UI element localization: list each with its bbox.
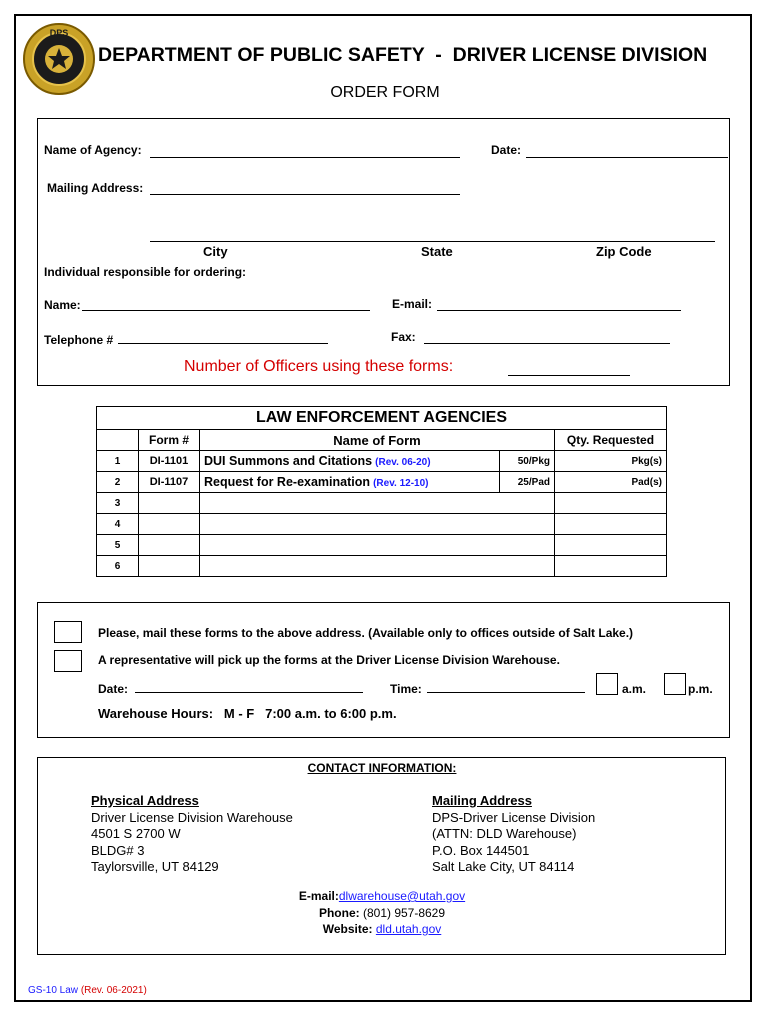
person-name-field[interactable] xyxy=(82,310,370,311)
email-label: E-mail: xyxy=(392,297,433,311)
pm-label: p.m. xyxy=(688,682,713,696)
form-name: DUI Summons and Citations xyxy=(204,454,373,468)
page-title: DEPARTMENT OF PUBLIC SAFETY - DRIVER LICENSE DIVISION xyxy=(98,44,708,66)
telephone-label: Telephone # xyxy=(44,333,114,347)
mailing-address-title: Mailing Address xyxy=(432,793,532,808)
mailing-address-label: Mailing Address: xyxy=(47,181,144,195)
qty-field[interactable]: Pkg(s) xyxy=(555,451,667,472)
mail-option-checkbox[interactable] xyxy=(54,621,82,643)
warehouse-hours: Warehouse Hours: M - F 7:00 a.m. to 6:00 p.m. xyxy=(98,706,397,721)
date-label: Date: xyxy=(491,143,522,157)
form-code: GS-10 Law xyxy=(28,985,79,996)
physical-address-block: Physical Address Driver License Division Warehouse 4501 S 2700 W BLDG# 3 Taylorsville, UT 84129 xyxy=(91,793,293,874)
pickup-date-label: Date: xyxy=(98,682,129,696)
form-revision: (Rev. 06-20) xyxy=(375,457,431,468)
table-row: 4 xyxy=(97,514,667,535)
mailing-address-block: Mailing Address DPS-Driver License Division (ATTN: DLD Warehouse) P.O. Box 144501 Salt Lake City, UT 84114 xyxy=(432,793,596,874)
form-name: Request for Re-examination xyxy=(204,475,371,489)
form-revision-date: (Rev. 06-2021) xyxy=(80,985,147,996)
table-row: 3 xyxy=(97,493,667,514)
pickup-option-checkbox[interactable] xyxy=(54,650,82,672)
mail-option-label: Please, mail these forms to the above address. (Available only to offices outside of Salt Lake.) xyxy=(98,626,634,640)
contact-details xyxy=(0,888,764,938)
agency-name-label: Name of Agency: xyxy=(44,143,142,157)
contact-phone: (801) 957-8629 xyxy=(362,905,446,920)
officers-count-label: Number of Officers using these forms: xyxy=(184,358,454,375)
pickup-option-label: A representative will pick up the forms at the Driver License Division Warehouse. xyxy=(98,653,560,667)
fax-field[interactable] xyxy=(424,343,670,344)
pickup-time-field[interactable] xyxy=(427,692,585,693)
am-checkbox[interactable] xyxy=(596,673,618,695)
pickup-date-field[interactable] xyxy=(135,692,363,693)
orders-header-row xyxy=(97,430,667,451)
form-code-footer xyxy=(28,985,147,996)
state-label: State xyxy=(421,244,453,259)
fax-label: Fax: xyxy=(391,330,416,344)
orders-table xyxy=(96,406,667,577)
svg-text:DPS: DPS xyxy=(49,28,69,38)
form-subtitle: ORDER FORM xyxy=(330,84,440,101)
am-label: a.m. xyxy=(622,682,647,696)
city-state-zip-field[interactable] xyxy=(150,241,715,242)
officers-count-field[interactable] xyxy=(508,375,630,376)
contact-website-link[interactable]: dld.utah.gov xyxy=(375,922,442,936)
mailing-address-field[interactable] xyxy=(150,194,460,195)
table-row: 5 xyxy=(97,535,667,556)
package-size: 25/Pad xyxy=(500,472,555,493)
form-revision: (Rev. 12-10) xyxy=(373,478,429,489)
person-name-label: Name: xyxy=(44,298,81,312)
email-field[interactable] xyxy=(437,310,681,311)
package-size: 50/Pkg xyxy=(500,451,555,472)
pickup-time-label: Time: xyxy=(390,682,422,696)
contact-website-label: Website: xyxy=(322,922,373,936)
physical-address-title: Physical Address xyxy=(91,793,199,808)
date-field[interactable] xyxy=(526,157,728,158)
agency-name-field[interactable] xyxy=(150,157,460,158)
contact-info-title: CONTACT INFORMATION: xyxy=(307,761,457,775)
col-form-name: Name of Form xyxy=(200,430,555,451)
table-row: 6 xyxy=(97,556,667,577)
table-row: 2 DI-1107 Request for Re-examination (Rev. 12-10) 25/Pad Pad(s) xyxy=(97,472,667,493)
col-form-number: Form # xyxy=(139,430,200,451)
table-row: 1 DI-1101 DUI Summons and Citations (Rev. 06-20) 50/Pkg Pkg(s) xyxy=(97,451,667,472)
col-qty-requested: Qty. Requested xyxy=(555,430,667,451)
orders-section-title: LAW ENFORCEMENT AGENCIES xyxy=(97,407,667,430)
qty-field[interactable]: Pad(s) xyxy=(555,472,667,493)
city-label: City xyxy=(203,244,228,259)
pm-checkbox[interactable] xyxy=(664,673,686,695)
contact-email-label: E-mail: xyxy=(298,889,339,903)
zip-code-label: Zip Code xyxy=(596,244,652,259)
contact-phone-label: Phone: xyxy=(318,905,360,920)
contact-email-link[interactable]: dlwarehouse@utah.gov xyxy=(338,889,466,903)
telephone-field[interactable] xyxy=(118,343,328,344)
individual-responsible-label: Individual responsible for ordering: xyxy=(44,265,247,279)
